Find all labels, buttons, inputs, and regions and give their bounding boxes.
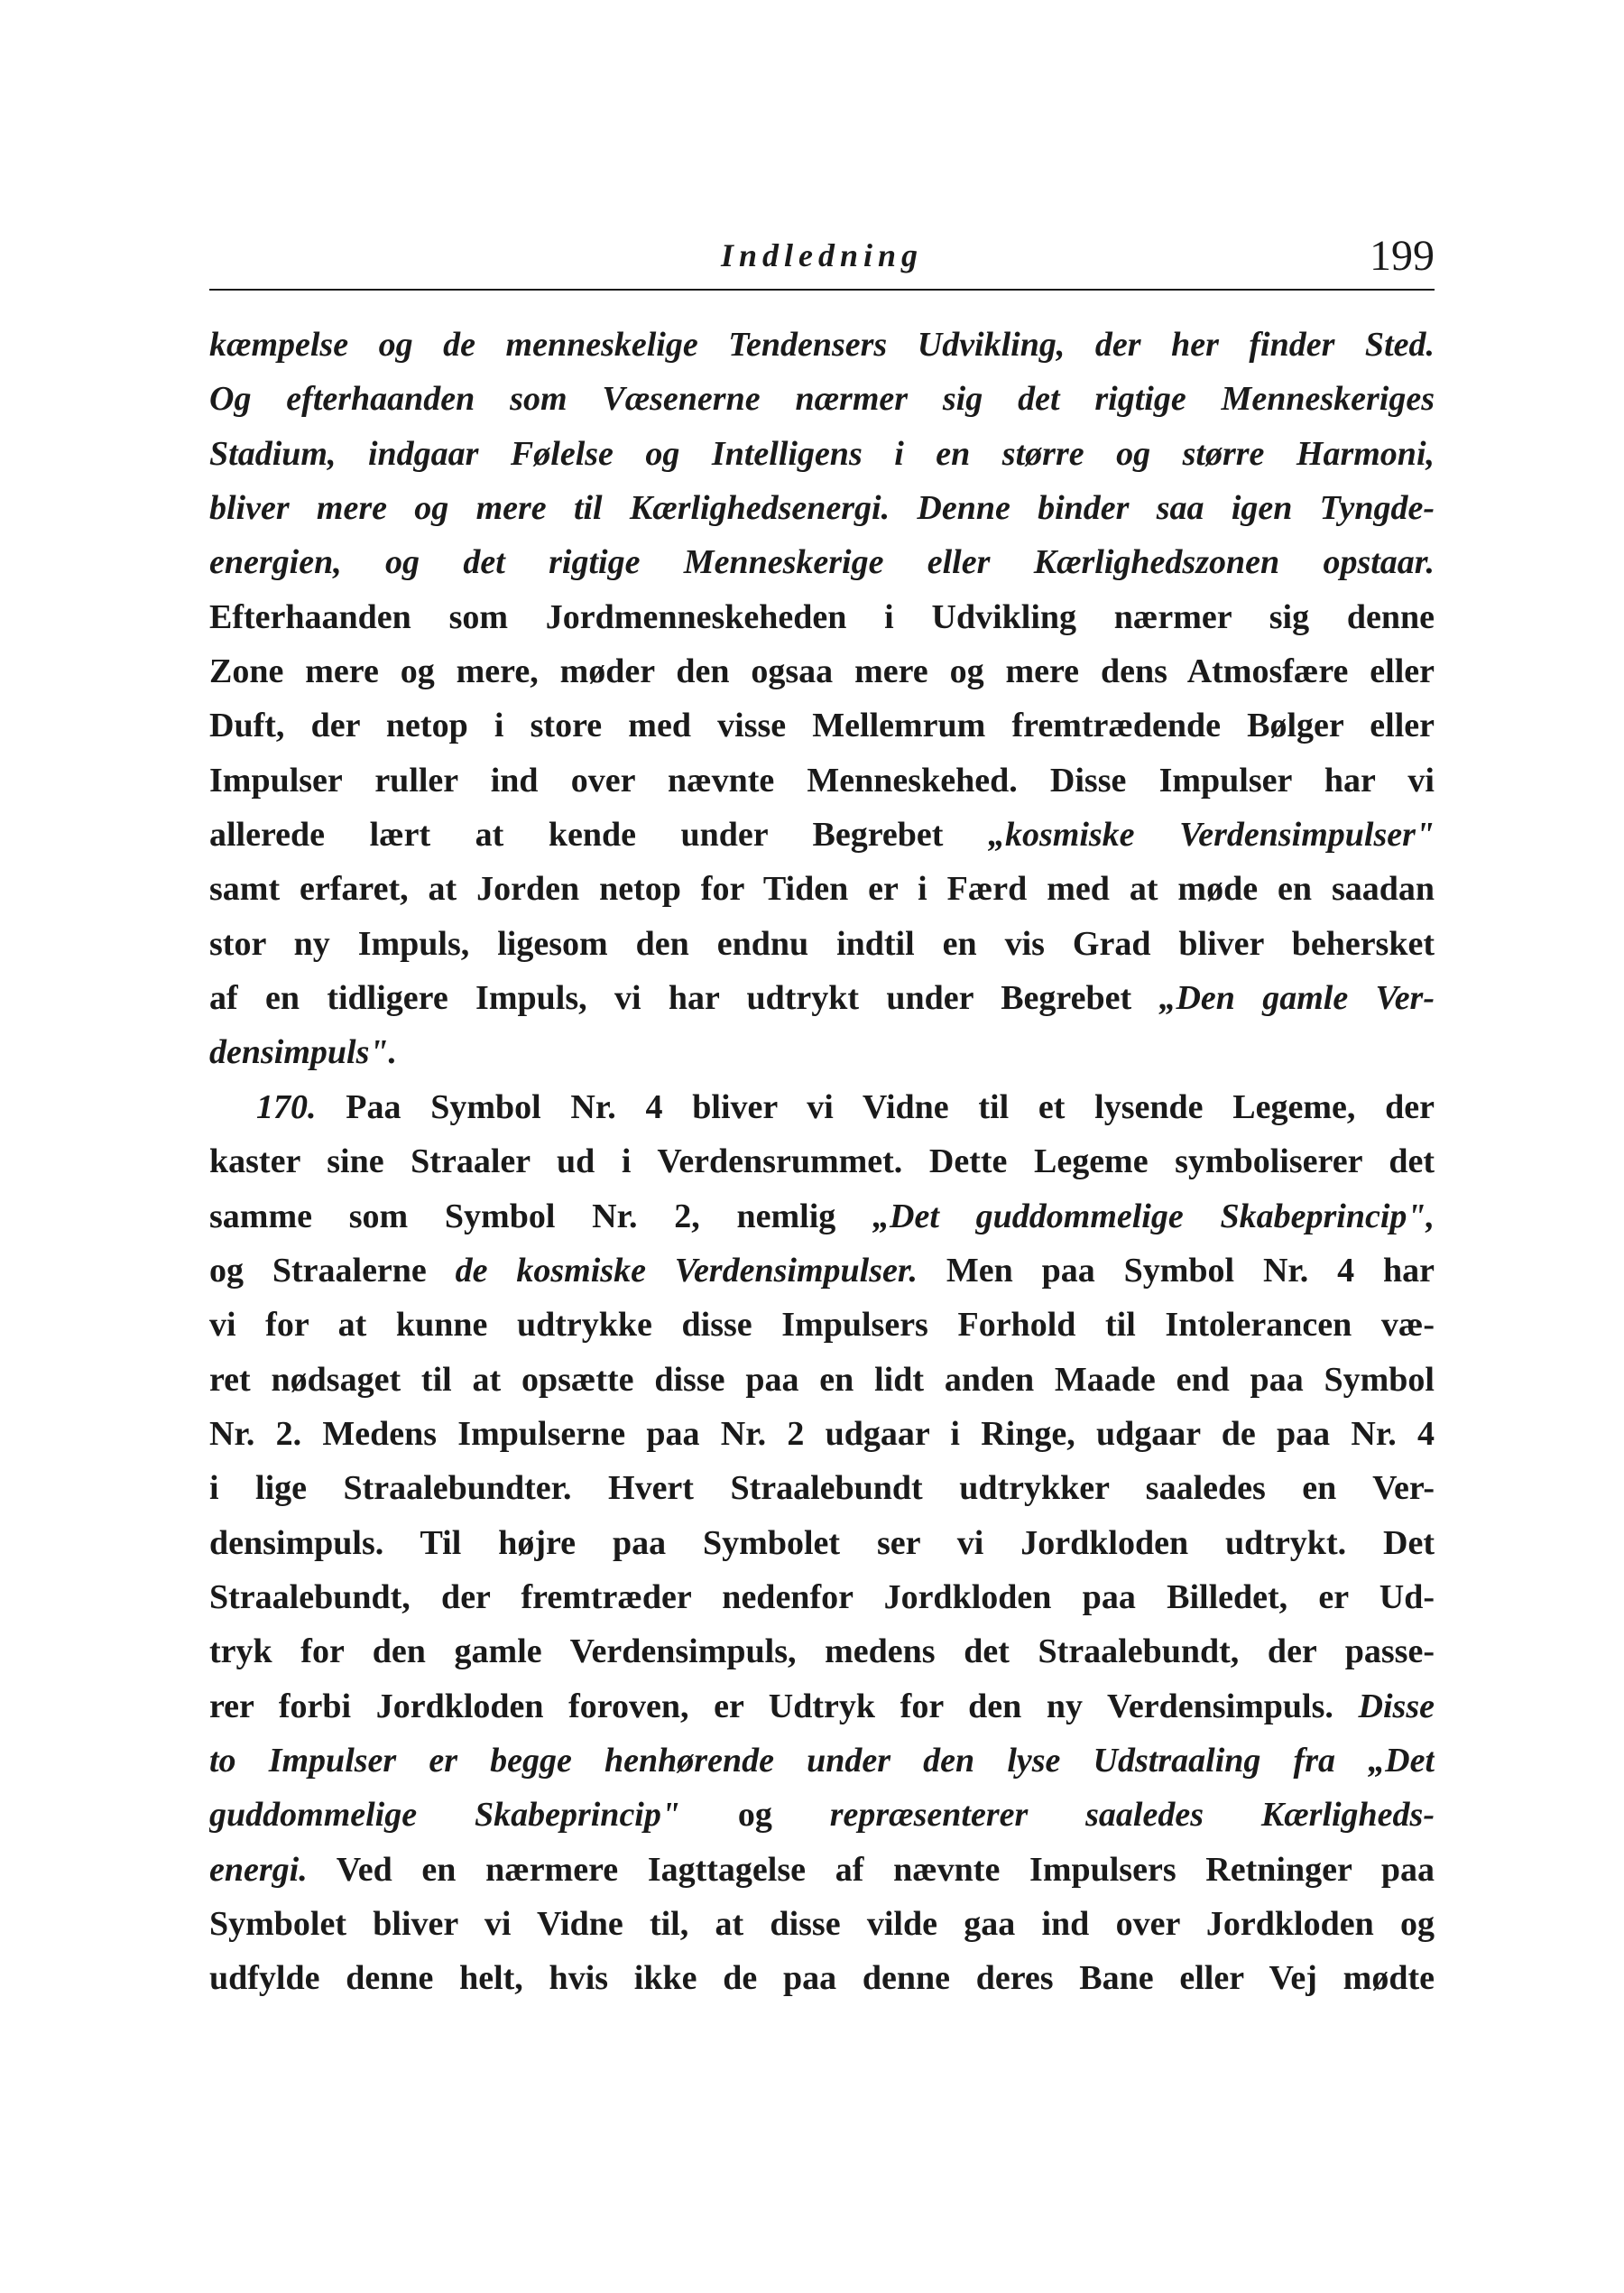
text-segment: samme som Symbol Nr. 2, nemlig [209,1197,873,1235]
italic-text-segment: kæmpelse og de menneskelige Tendensers Udvikling, der her finder Sted. [209,326,1435,364]
text-line [209,1080,1435,1134]
text-line [209,1189,1435,1244]
text-segment: Men paa Symbol Nr. 4 har [918,1251,1435,1290]
text-line [209,1679,1435,1734]
italic-text-segment: guddommelige Skabeprincip" [209,1796,680,1835]
text-line [209,1353,1435,1407]
text-line [209,1843,1435,1897]
italic-text-segment: „Den gamle Ver- [1158,979,1435,1018]
text-line [209,1788,1435,1842]
text-segment: og [679,1796,830,1835]
text-line [209,754,1435,808]
text-segment: Ved en nærmere Iagttagelse af nævnte Impulsers Retninger paa [307,1850,1435,1889]
text-line [209,1624,1435,1678]
text-segment: vi for at kunne udtrykke disse Impulsers Forhold til Intolerancen væ- [209,1306,1435,1345]
text-line [209,535,1435,589]
italic-text-segment: energien, og det rigtige Menneskerige eller Kærlighedszonen opstaar. [209,543,1435,582]
italic-text-segment: Og efterhaanden som Væsenerne nærmer sig det rigtige Menneskeriges [209,380,1435,419]
text-line [209,1516,1435,1570]
italic-text-segment: to Impulser er begge henhørende under den lyse Udstraaling fra „Det [209,1741,1435,1780]
text-segment: Zone mere og mere, møder den ogsaa mere og mere dens Atmosfære eller [209,652,1435,691]
text-segment: samt erfaret, at Jorden netop for Tiden er i Færd med at møde en saadan [209,870,1435,909]
italic-text-segment: 170. [256,1087,317,1126]
text-line [209,1244,1435,1298]
text-segment: Symbolet bliver vi Vidne til, at disse vilde gaa ind over Jordkloden og [209,1904,1435,1943]
text-line [209,644,1435,698]
italic-text-segment: Disse [1358,1687,1435,1725]
text-line [209,1897,1435,1951]
text-line [209,1134,1435,1188]
text-segment: Nr. 2. Medens Impulserne paa Nr. 2 udgaar i Ringe, udgaar de paa Nr. 4 [209,1414,1435,1453]
text-segment: kaster sine Straaler ud i Verdensrummet. Dette Legeme symboliserer det [209,1142,1435,1181]
text-segment: rer forbi Jordkloden foroven, er Udtryk for den ny Verdensimpuls. [209,1687,1359,1725]
running-title: Indledning [720,237,924,273]
text-line [209,427,1435,481]
text-segment: ret nødsaget til at opsætte disse paa en lidt anden Maade end paa Symbol [209,1360,1435,1399]
text-line [209,862,1435,916]
text-segment: Paa Symbol Nr. 4 bliver vi Vidne til et lysende Legeme, der [316,1087,1435,1126]
text-line [209,1734,1435,1788]
body-text [209,318,1435,2006]
text-segment: i lige Straalebundter. Hvert Straalebundt udtrykker saaledes en Ver- [209,1469,1435,1508]
text-line [209,1298,1435,1352]
text-segment: af en tidligere Impuls, vi har udtrykt under Begrebet [209,979,1159,1018]
italic-text-segment: „kosmiske Verdensimpulser" [987,816,1435,855]
italic-text-segment: bliver mere og mere til Kærlighedsenergi. Denne binder saa igen Tyngde- [209,489,1435,528]
text-line [209,481,1435,535]
text-line [209,372,1435,426]
text-segment: allerede lært at kende under Begrebet [209,816,988,855]
text-line [209,590,1435,644]
text-segment: densimpuls. Til højre paa Symbolet ser vi Jordkloden udtrykt. Det [209,1523,1435,1562]
running-head [209,226,1435,283]
text-segment: udfylde denne helt, hvis ikke de paa denne deres Bane eller Vej mødte [209,1959,1435,1998]
text-line [209,1461,1435,1515]
text-line [209,1570,1435,1624]
text-segment: Efterhaanden som Jordmenneskeheden i Udvikling nærmer sig denne [209,597,1435,636]
text-line [209,1407,1435,1461]
text-segment: stor ny Impuls, ligesom den endnu indtil en vis Grad bliver behersket [209,924,1435,963]
text-line [209,971,1435,1025]
page-number: 199 [1370,232,1435,280]
text-line [209,698,1435,753]
text-segment: Duft, der netop i store med visse Mellemrum fremtrædende Bølger eller [209,707,1435,745]
text-line [209,318,1435,372]
italic-text-segment: „Det guddommelige Skabeprincip", [872,1197,1435,1235]
text-segment: og Straalerne [209,1251,456,1290]
text-line [209,1951,1435,2005]
italic-text-segment: densimpuls". [209,1033,397,1072]
text-segment: Straalebundt, der fremtræder nedenfor Jordkloden paa Billedet, er Ud- [209,1577,1435,1616]
italic-text-segment: energi. [209,1850,308,1889]
text-line [209,1025,1435,1079]
text-line [209,917,1435,971]
text-segment: Impulser ruller ind over nævnte Menneskehed. Disse Impulser har vi [209,761,1435,800]
italic-text-segment: Stadium, indgaar Følelse og Intelligens i en større og større Harmoni, [209,434,1435,473]
header-rule [209,289,1435,291]
italic-text-segment: repræsenterer saaledes Kærligheds- [829,1796,1435,1835]
text-segment: tryk for den gamle Verdensimpuls, medens det Straalebundt, der passe- [209,1632,1435,1671]
text-line [209,808,1435,862]
italic-text-segment: de kosmiske Verdensimpulser. [455,1251,918,1290]
